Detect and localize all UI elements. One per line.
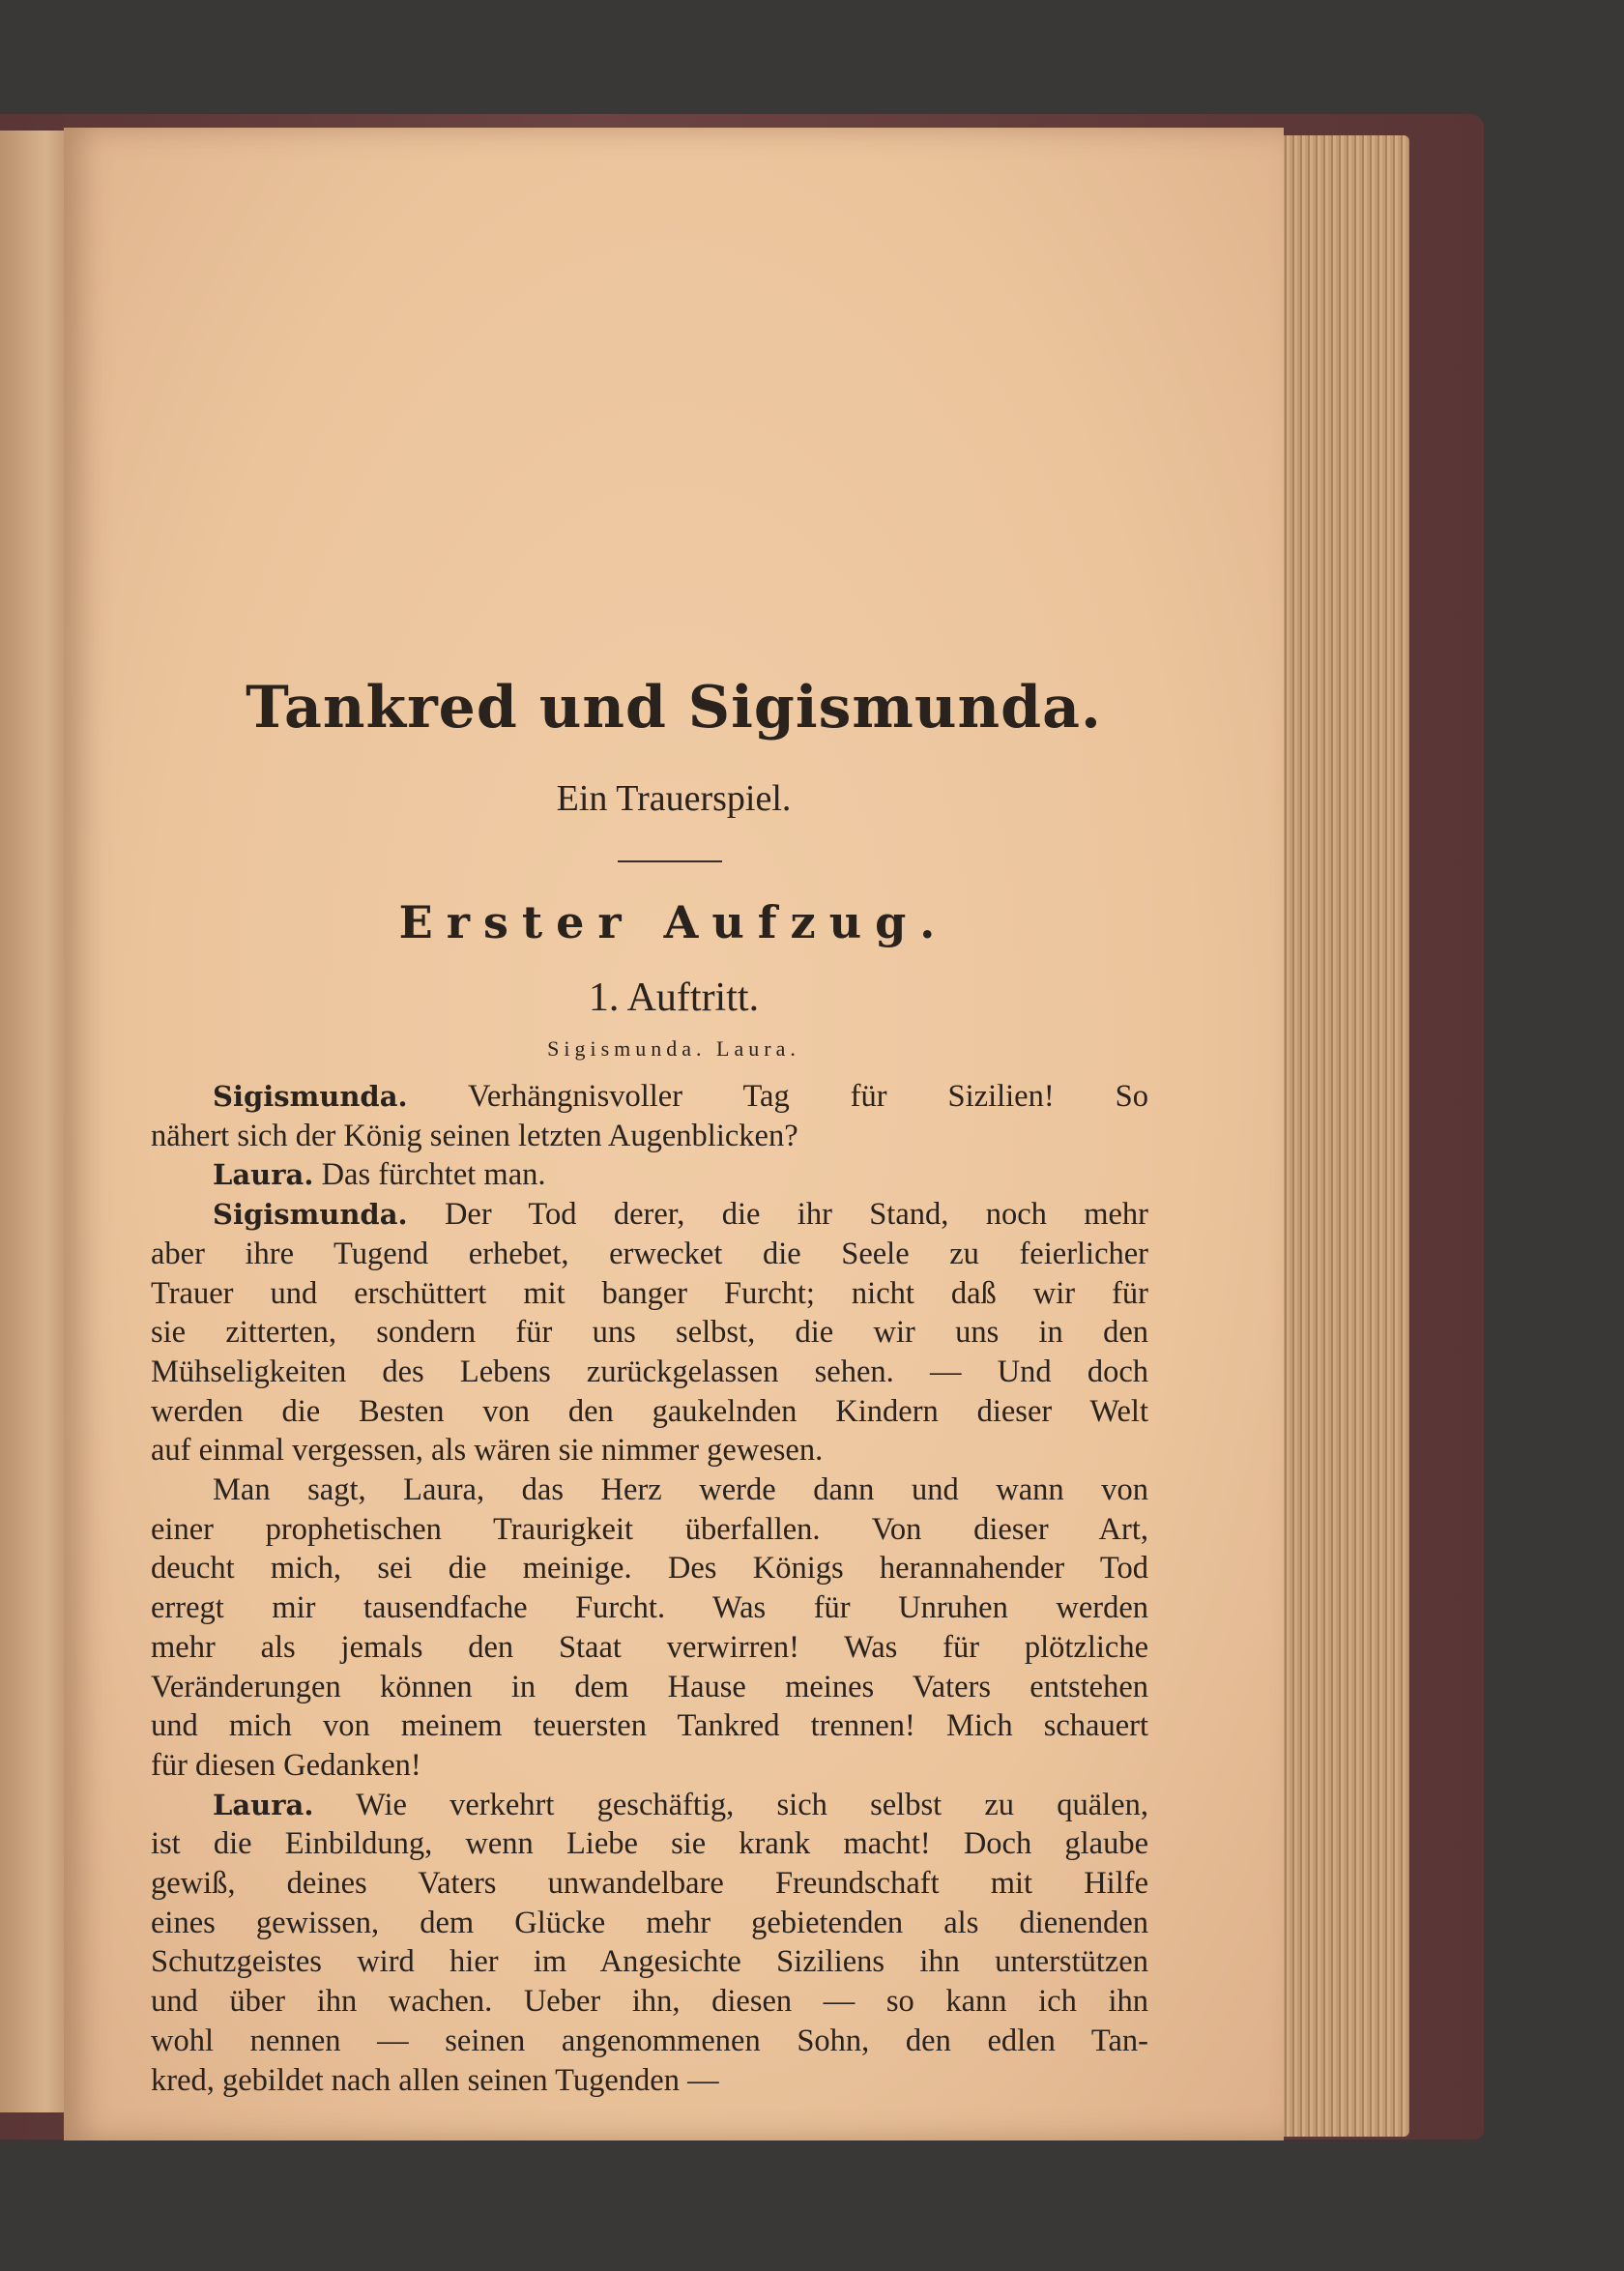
text-line: wohl nennen — seinen angenommenen Sohn, den edlen Tan- [151, 2023, 1148, 2058]
text-line: auf einmal vergessen, als wären sie nimmer gewesen. [151, 1433, 824, 1469]
dialogue-paragraph [151, 1786, 1148, 2101]
scene-heading: 1. Auftritt. [588, 975, 760, 1020]
book-page [64, 128, 1284, 2140]
text-line: und über ihn wachen. Ueber ihn, diesen — so kann ich ihn [151, 1984, 1148, 2020]
text-line: Veränderungen können in dem Hause meines Vaters entstehen [151, 1669, 1148, 1704]
speaker-name: Laura. [213, 1158, 314, 1192]
act-heading: Erster Aufzug. [398, 896, 949, 948]
text-line: Laura. Wie verkehrt geschäftig, sich selbst zu quälen, [213, 1787, 1148, 1822]
text-line: erregt mir tausendfache Furcht. Was für Unruhen werden [151, 1590, 1148, 1626]
speaker-name: Laura. [213, 1788, 314, 1821]
text-line: Mühseligkeiten des Lebens zurückgelassen sehen. — Und doch [151, 1354, 1148, 1389]
text-line: für diesen Gedanken! [151, 1747, 421, 1783]
text-line: und mich von meinem teuersten Tankred trennen! Mich schauert [151, 1708, 1148, 1744]
text-line: deucht mich, sei die meinige. Des Königs herannahender Tod [151, 1551, 1148, 1587]
text-line: einer prophetischen Traurigkeit überfallen. Von dieser Art, [151, 1511, 1148, 1547]
text-line: gewiß, deines Vaters unwandelbare Freundschaft mit Hilfe [151, 1866, 1148, 1902]
text-line: nähert sich der König seinen letzten Augenblicken? [151, 1118, 798, 1153]
text-line: eines gewissen, dem Glücke mehr gebietenden als dienenden [151, 1905, 1148, 1940]
dialogue-paragraph [151, 1155, 1148, 1195]
speaker-name: Sigismunda. [213, 1080, 408, 1113]
left-page-edge [0, 131, 69, 2112]
dialogue-paragraph [151, 1195, 1148, 1470]
dialogue-paragraph [151, 1470, 1148, 1786]
text-line: Schutzgeistes wird hier im Angesichte Siziliens ihn unterstützen [151, 1944, 1148, 1980]
cast-list: Sigismunda. Laura. [547, 1036, 800, 1061]
dialogue-paragraph [151, 1077, 1148, 1155]
page-edges [1274, 135, 1409, 2137]
text-line: Trauer und erschüttert mit banger Furcht; nicht daß wir für [151, 1275, 1148, 1311]
text-line: Sigismunda. Der Tod derer, die ihr Stand, noch mehr [213, 1197, 1149, 1233]
speaker-name: Sigismunda. [213, 1198, 408, 1232]
play-subtitle: Ein Trauerspiel. [556, 778, 792, 819]
play-text [151, 1077, 1148, 2100]
title-divider [618, 860, 722, 862]
text-line: werden die Besten von den gaukelnden Kindern dieser Welt [151, 1393, 1148, 1429]
text-line: ist die Einbildung, wenn Liebe sie krank macht! Doch glaube [151, 1826, 1148, 1862]
text-line: Laura. Das fürchtet man. [213, 1157, 546, 1193]
text-line: Sigismunda. Verhängnisvoller Tag für Sizilien! So [213, 1079, 1148, 1114]
play-title: Tankred und Sigismunda. [246, 674, 1102, 742]
text-line: kred, gebildet nach allen seinen Tugenden — [151, 2062, 719, 2098]
text-line: mehr als jemals den Staat verwirren! Was für plötzliche [151, 1629, 1148, 1665]
text-line: aber ihre Tugend erhebet, erwecket die Seele zu feierlicher [151, 1236, 1148, 1271]
text-line: Man sagt, Laura, das Herz werde dann und wann von [213, 1472, 1148, 1508]
text-line: sie zitterten, sondern für uns selbst, die wir uns in den [151, 1315, 1148, 1351]
